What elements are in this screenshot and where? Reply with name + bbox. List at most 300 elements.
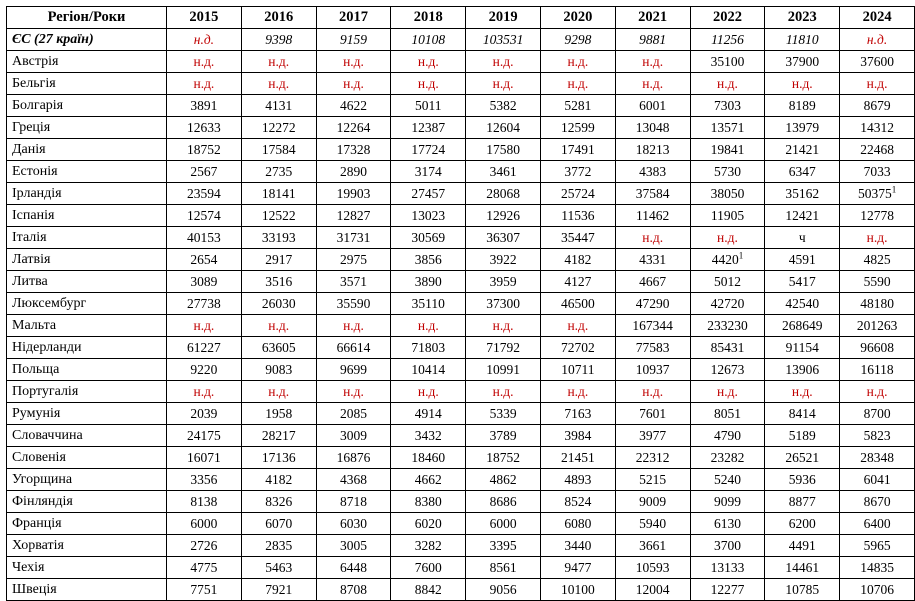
table-cell: 12633 (167, 117, 242, 139)
row-label: Хорватія (7, 535, 167, 557)
table-cell: 3977 (615, 425, 690, 447)
table-cell: 8686 (466, 491, 541, 513)
table-cell: 11536 (540, 205, 615, 227)
table-cell: 7751 (167, 579, 242, 601)
table-cell: 5936 (765, 469, 840, 491)
table-row (7, 293, 915, 315)
table-cell: 233230 (690, 315, 765, 337)
table-cell: 3890 (391, 271, 466, 293)
table-cell: 4914 (391, 403, 466, 425)
table-cell: 3395 (466, 535, 541, 557)
table-cell: 35447 (540, 227, 615, 249)
table-cell: 91154 (765, 337, 840, 359)
table-cell: 3440 (540, 535, 615, 557)
table-cell: 4127 (540, 271, 615, 293)
row-label: Греція (7, 117, 167, 139)
table-cell: 8877 (765, 491, 840, 513)
table-cell: 8138 (167, 491, 242, 513)
row-label: ЄС (27 країн) (7, 29, 167, 51)
no-data-marker: н.д. (417, 384, 439, 399)
table-cell: 9881 (615, 29, 690, 51)
table-cell: 11462 (615, 205, 690, 227)
table-cell (840, 227, 915, 249)
table-row (7, 161, 915, 183)
table-cell: 18460 (391, 447, 466, 469)
column-header-2016: 2016 (241, 7, 316, 29)
table-cell: 71792 (466, 337, 541, 359)
column-header-2024: 2024 (840, 7, 915, 29)
table-cell: 10108 (391, 29, 466, 51)
table-row (7, 271, 915, 293)
table-cell: 96608 (840, 337, 915, 359)
no-data-marker: н.д. (193, 76, 215, 91)
table-cell: 85431 (690, 337, 765, 359)
no-data-marker: н.д. (343, 318, 364, 333)
no-data-marker: н.д. (717, 384, 738, 399)
row-label: Іспанія (7, 205, 167, 227)
table-cell: 13023 (391, 205, 466, 227)
row-label: Португалія (7, 381, 167, 403)
table-cell: 6000 (466, 513, 541, 535)
table-cell: 7163 (540, 403, 615, 425)
no-data-marker: н.д. (492, 318, 514, 333)
no-data-marker: н.д. (343, 54, 364, 69)
table-cell (690, 381, 765, 403)
table-cell: 9083 (241, 359, 316, 381)
table-cell: 3922 (466, 249, 541, 271)
table-cell: 12604 (466, 117, 541, 139)
table-cell: 3432 (391, 425, 466, 447)
table-cell: 4790 (690, 425, 765, 447)
table-cell: 2835 (241, 535, 316, 557)
table-cell: 10711 (540, 359, 615, 381)
table-row (7, 579, 915, 601)
table-cell: 4383 (615, 161, 690, 183)
table-cell: 13906 (765, 359, 840, 381)
statistics-table (6, 6, 915, 601)
table-cell: 28348 (840, 447, 915, 469)
table-cell: 10991 (466, 359, 541, 381)
table-cell: 10937 (615, 359, 690, 381)
table-cell: 26030 (241, 293, 316, 315)
table-cell: 4893 (540, 469, 615, 491)
table-cell: 17724 (391, 139, 466, 161)
table-cell: 167344 (615, 315, 690, 337)
table-cell: 2085 (316, 403, 391, 425)
table-cell: 6001 (615, 95, 690, 117)
table-cell: 11810 (765, 29, 840, 51)
table-cell: 5417 (765, 271, 840, 293)
table-cell: 37600 (840, 51, 915, 73)
table-cell: 9099 (690, 491, 765, 513)
row-label: Австрія (7, 51, 167, 73)
table-cell: 3461 (466, 161, 541, 183)
table-cell: 48180 (840, 293, 915, 315)
table-cell: 2567 (167, 161, 242, 183)
no-data-marker: н.д. (343, 76, 364, 91)
no-data-marker: н.д. (193, 318, 215, 333)
table-cell: ч (765, 227, 840, 249)
table-cell: 66614 (316, 337, 391, 359)
row-label: Люксембург (7, 293, 167, 315)
table-cell: 23282 (690, 447, 765, 469)
no-data-marker: н.д. (417, 318, 439, 333)
table-cell: 7033 (840, 161, 915, 183)
table-cell: 12926 (466, 205, 541, 227)
table-cell: 201263 (840, 315, 915, 337)
table-cell (466, 51, 541, 73)
table-row (7, 139, 915, 161)
no-data-marker: н.д. (567, 76, 589, 91)
table-cell: 72702 (540, 337, 615, 359)
table-cell: 6080 (540, 513, 615, 535)
table-row (7, 95, 915, 117)
table-cell (316, 51, 391, 73)
table-cell (540, 315, 615, 337)
table-cell: 4862 (466, 469, 541, 491)
no-data-marker: н.д. (417, 54, 439, 69)
table-cell: 2654 (167, 249, 242, 271)
table-cell: 5012 (690, 271, 765, 293)
table-cell: 61227 (167, 337, 242, 359)
table-cell: 2735 (241, 161, 316, 183)
table-cell: 8700 (840, 403, 915, 425)
table-cell: 5215 (615, 469, 690, 491)
table-cell: 1958 (241, 403, 316, 425)
table-cell: 23594 (167, 183, 242, 205)
table-cell: 17491 (540, 139, 615, 161)
table-cell (466, 381, 541, 403)
table-cell: 5189 (765, 425, 840, 447)
table-cell: 30569 (391, 227, 466, 249)
table-cell: 10100 (540, 579, 615, 601)
table-row (7, 227, 915, 249)
table-cell: 4420$^1$ (690, 249, 765, 271)
table-cell: 3772 (540, 161, 615, 183)
row-label: Литва (7, 271, 167, 293)
table-cell: 3571 (316, 271, 391, 293)
row-label: Нідерланди (7, 337, 167, 359)
table-cell: 5281 (540, 95, 615, 117)
table-cell (167, 315, 242, 337)
table-cell: 6020 (391, 513, 466, 535)
table-cell: 12277 (690, 579, 765, 601)
table-row (7, 51, 915, 73)
no-data-marker: н.д. (268, 76, 290, 91)
table-cell: 3009 (316, 425, 391, 447)
table-cell: 5011 (391, 95, 466, 117)
table-cell: 2890 (316, 161, 391, 183)
table-cell: 6400 (840, 513, 915, 535)
table-cell: 13133 (690, 557, 765, 579)
table-cell: 26521 (765, 447, 840, 469)
no-data-marker: н.д. (193, 54, 215, 69)
column-header-2015: 2015 (167, 7, 242, 29)
table-cell: 8670 (840, 491, 915, 513)
table-cell: 3700 (690, 535, 765, 557)
table-cell: 13571 (690, 117, 765, 139)
table-cell (690, 73, 765, 95)
column-header-2019: 2019 (466, 7, 541, 29)
row-label: Швеція (7, 579, 167, 601)
table-cell: 17584 (241, 139, 316, 161)
table-cell: 12264 (316, 117, 391, 139)
table-cell (840, 73, 915, 95)
no-data-marker: н.д. (642, 230, 664, 245)
table-cell: 3891 (167, 95, 242, 117)
table-cell: 11256 (690, 29, 765, 51)
no-data-marker: н.д. (492, 54, 514, 69)
column-header-2020: 2020 (540, 7, 615, 29)
table-cell (316, 73, 391, 95)
table-cell: 5965 (840, 535, 915, 557)
table-cell: 17328 (316, 139, 391, 161)
table-row (7, 315, 915, 337)
row-label: Франція (7, 513, 167, 535)
table-cell: 10414 (391, 359, 466, 381)
table-row (7, 73, 915, 95)
no-data-marker: н.д. (343, 384, 364, 399)
row-label: Чехія (7, 557, 167, 579)
table-cell: 12778 (840, 205, 915, 227)
table-cell: 4667 (615, 271, 690, 293)
table-cell: 12421 (765, 205, 840, 227)
table-cell: 33193 (241, 227, 316, 249)
table-cell: 28068 (466, 183, 541, 205)
table-cell: 17580 (466, 139, 541, 161)
table-cell (466, 73, 541, 95)
table-cell: 47290 (615, 293, 690, 315)
table-cell: 12004 (615, 579, 690, 601)
table-cell: 4368 (316, 469, 391, 491)
table-cell (391, 315, 466, 337)
no-data-marker: н.д. (791, 76, 813, 91)
table-cell: 5823 (840, 425, 915, 447)
table-cell: 6070 (241, 513, 316, 535)
table-cell: 8189 (765, 95, 840, 117)
table-cell: 6030 (316, 513, 391, 535)
table-cell: 3516 (241, 271, 316, 293)
table-cell: 3174 (391, 161, 466, 183)
table-cell: 9009 (615, 491, 690, 513)
table-row (7, 381, 915, 403)
table-cell: 21451 (540, 447, 615, 469)
table-cell: 3661 (615, 535, 690, 557)
table-cell: 71803 (391, 337, 466, 359)
table-cell: 4662 (391, 469, 466, 491)
table-cell: 9159 (316, 29, 391, 51)
footnote-marker: 1 (738, 250, 744, 261)
table-cell: 13979 (765, 117, 840, 139)
table-cell: 6041 (840, 469, 915, 491)
table-cell (241, 315, 316, 337)
table-cell: 103531 (466, 29, 541, 51)
table-cell: 35162 (765, 183, 840, 205)
table-row (7, 425, 915, 447)
table-row (7, 359, 915, 381)
table-cell: 50375$^1$ (840, 183, 915, 205)
table-cell (540, 381, 615, 403)
table-cell: 8679 (840, 95, 915, 117)
table-cell: 4825 (840, 249, 915, 271)
table-row (7, 557, 915, 579)
table-cell: 46500 (540, 293, 615, 315)
no-data-marker: н.д. (193, 32, 215, 47)
table-cell: 17136 (241, 447, 316, 469)
table-cell: 77583 (615, 337, 690, 359)
table-cell: 31731 (316, 227, 391, 249)
table-cell: 9298 (540, 29, 615, 51)
table-row (7, 117, 915, 139)
table-cell: 12574 (167, 205, 242, 227)
table-cell: 19903 (316, 183, 391, 205)
column-header-region: Регіон/Роки (7, 7, 167, 29)
table-cell: 6000 (167, 513, 242, 535)
row-label: Ірландія (7, 183, 167, 205)
table-cell: 5730 (690, 161, 765, 183)
row-label: Румунія (7, 403, 167, 425)
column-header-2023: 2023 (765, 7, 840, 29)
table-cell: 42720 (690, 293, 765, 315)
table-cell: 63605 (241, 337, 316, 359)
table-cell (540, 73, 615, 95)
table-cell (615, 381, 690, 403)
table-cell (391, 381, 466, 403)
table-cell: 3959 (466, 271, 541, 293)
table-header (7, 7, 915, 29)
table-cell: 24175 (167, 425, 242, 447)
table-row (7, 403, 915, 425)
table-cell (167, 381, 242, 403)
table-cell: 12272 (241, 117, 316, 139)
table-cell: 4622 (316, 95, 391, 117)
table-cell: 12387 (391, 117, 466, 139)
table-cell: 7303 (690, 95, 765, 117)
table-cell: 9699 (316, 359, 391, 381)
table-cell (241, 73, 316, 95)
footnote-marker: 1 (891, 184, 897, 195)
table-cell: 22312 (615, 447, 690, 469)
table-cell: 35100 (690, 51, 765, 73)
table-cell (840, 29, 915, 51)
table-cell: 2917 (241, 249, 316, 271)
table-row (7, 249, 915, 271)
no-data-marker: н.д. (417, 76, 439, 91)
no-data-marker: н.д. (193, 384, 215, 399)
table-cell (241, 51, 316, 73)
table-cell: 37300 (466, 293, 541, 315)
table-cell (167, 29, 242, 51)
table-cell: 2975 (316, 249, 391, 271)
table-cell (690, 227, 765, 249)
no-data-marker: н.д. (642, 54, 664, 69)
table-cell: 22468 (840, 139, 915, 161)
row-label: Мальта (7, 315, 167, 337)
table-cell (167, 73, 242, 95)
table-cell: 5940 (615, 513, 690, 535)
no-data-marker: н.д. (866, 76, 888, 91)
table-cell: 12673 (690, 359, 765, 381)
table-cell: 8561 (466, 557, 541, 579)
table-cell: 12522 (241, 205, 316, 227)
table-cell: 4775 (167, 557, 242, 579)
table-cell: 21421 (765, 139, 840, 161)
table-cell: 18752 (167, 139, 242, 161)
table-cell: 5590 (840, 271, 915, 293)
table-cell: 18213 (615, 139, 690, 161)
column-header-2022: 2022 (690, 7, 765, 29)
table-cell: 7921 (241, 579, 316, 601)
table-cell: 3856 (391, 249, 466, 271)
table-cell: 2726 (167, 535, 242, 557)
row-label: Болгарія (7, 95, 167, 117)
no-data-marker: н.д. (717, 230, 738, 245)
row-label: Естонія (7, 161, 167, 183)
no-data-marker: н.д. (642, 384, 664, 399)
table-cell (765, 73, 840, 95)
no-data-marker: н.д. (791, 384, 813, 399)
table-cell: 5463 (241, 557, 316, 579)
table-row (7, 29, 915, 51)
table-cell: 4331 (615, 249, 690, 271)
table-cell: 4591 (765, 249, 840, 271)
table-cell: 9477 (540, 557, 615, 579)
table-cell: 18141 (241, 183, 316, 205)
table-cell: 8708 (316, 579, 391, 601)
table-cell: 14312 (840, 117, 915, 139)
no-data-marker: н.д. (866, 230, 888, 245)
column-header-2017: 2017 (316, 7, 391, 29)
table-cell (391, 73, 466, 95)
table-cell: 18752 (466, 447, 541, 469)
table-cell (615, 73, 690, 95)
table-cell: 10593 (615, 557, 690, 579)
table-cell: 6448 (316, 557, 391, 579)
table-cell: 5382 (466, 95, 541, 117)
table-cell: 38050 (690, 183, 765, 205)
table-cell: 11905 (690, 205, 765, 227)
table-cell: 8842 (391, 579, 466, 601)
table-cell: 4182 (241, 469, 316, 491)
table-cell: 27457 (391, 183, 466, 205)
table-cell: 2039 (167, 403, 242, 425)
no-data-marker: н.д. (866, 384, 888, 399)
no-data-marker: н.д. (492, 76, 514, 91)
table-row (7, 535, 915, 557)
table-cell: 37900 (765, 51, 840, 73)
table-cell: 8414 (765, 403, 840, 425)
table-cell: 12827 (316, 205, 391, 227)
table-row (7, 491, 915, 513)
table-row (7, 337, 915, 359)
no-data-marker: н.д. (567, 318, 589, 333)
row-label: Бельгія (7, 73, 167, 95)
table-cell (840, 381, 915, 403)
table-cell: 3356 (167, 469, 242, 491)
row-label: Словенія (7, 447, 167, 469)
table-cell (391, 51, 466, 73)
no-data-marker: н.д. (567, 384, 589, 399)
table-cell (765, 381, 840, 403)
row-label: Польща (7, 359, 167, 381)
table-cell: 25724 (540, 183, 615, 205)
row-label: Фінляндія (7, 491, 167, 513)
table-cell (316, 315, 391, 337)
row-label: Данія (7, 139, 167, 161)
table-cell: 27738 (167, 293, 242, 315)
table-cell (615, 51, 690, 73)
table-cell: 3789 (466, 425, 541, 447)
